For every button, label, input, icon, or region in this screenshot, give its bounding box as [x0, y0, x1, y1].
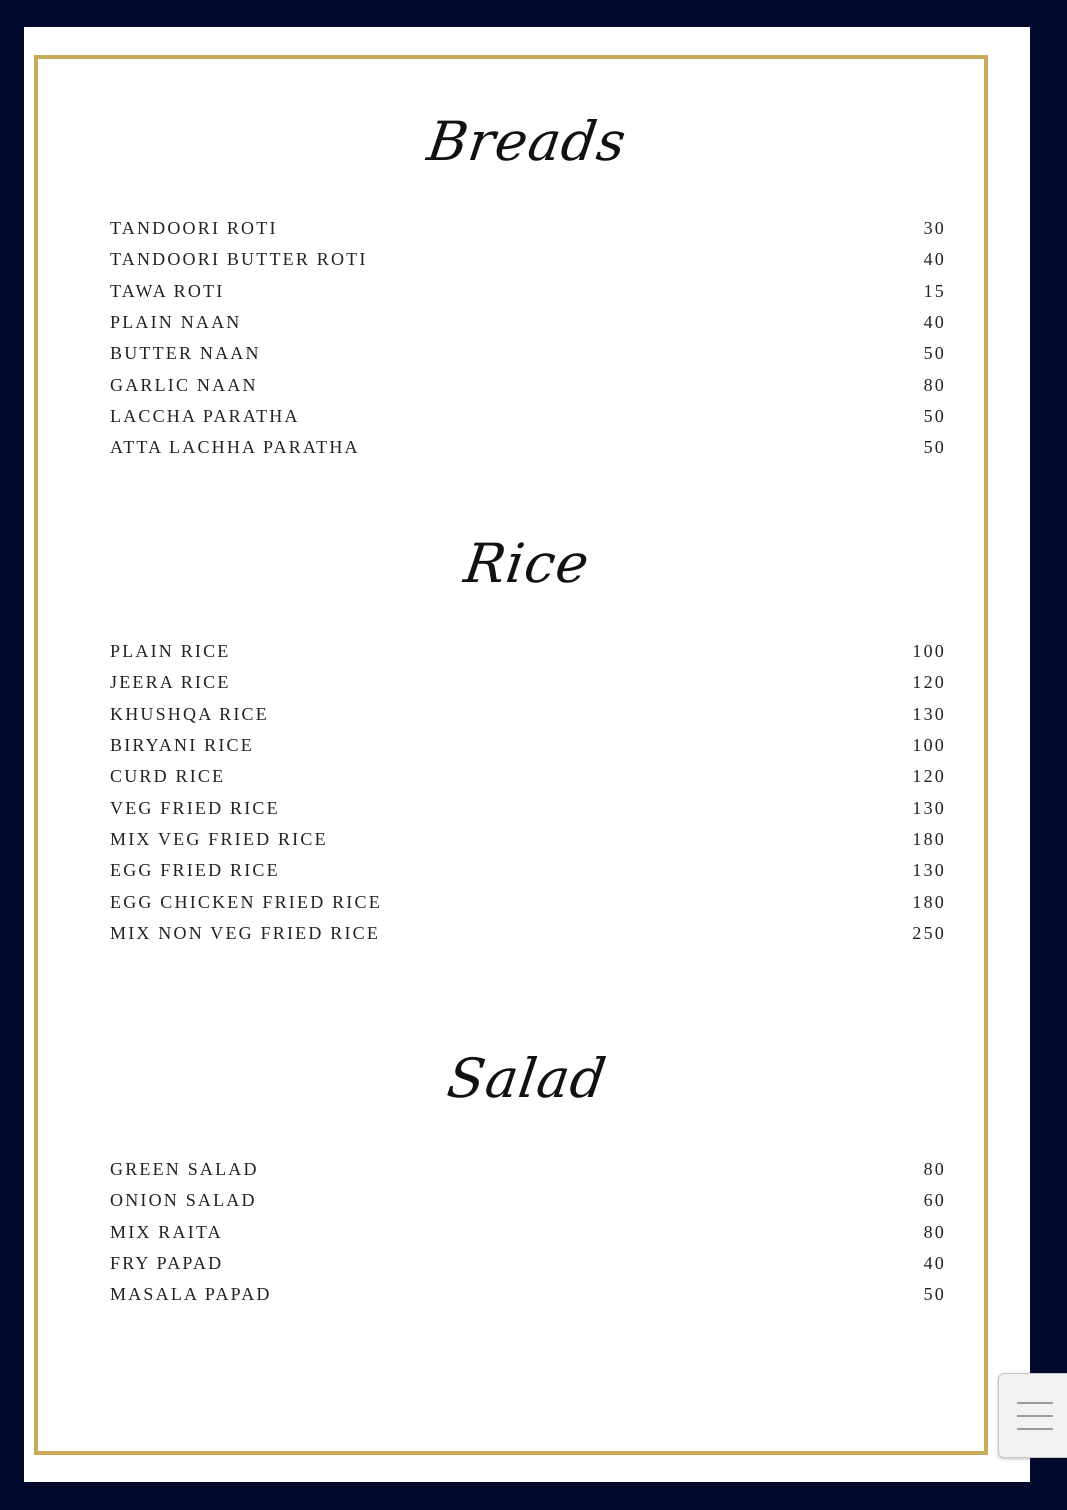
item-price: 50 — [923, 1284, 946, 1305]
item-price: 100 — [912, 641, 946, 662]
section-title: Breads — [423, 110, 631, 173]
list-item — [110, 1217, 946, 1248]
list-item — [110, 1185, 946, 1216]
item-name: VEG FRIED RICE — [110, 797, 280, 818]
item-name: TANDOORI ROTI — [110, 218, 278, 239]
item-price: 15 — [923, 280, 946, 301]
list-item — [110, 401, 946, 432]
item-price: 40 — [923, 1253, 946, 1274]
list-item — [110, 338, 946, 369]
item-name: LACCHA PARATHA — [110, 405, 300, 426]
list-item — [110, 824, 946, 855]
item-price: 80 — [923, 1159, 946, 1180]
item-price: 180 — [912, 891, 946, 912]
list-item — [110, 1279, 946, 1310]
item-name: MASALA PAPAD — [110, 1284, 272, 1305]
item-price: 100 — [912, 735, 946, 756]
list-item — [110, 792, 946, 823]
item-name: PLAIN RICE — [110, 641, 231, 662]
list-item — [110, 307, 946, 338]
menu-toggle-button[interactable] — [998, 1373, 1067, 1458]
item-list — [110, 636, 946, 949]
item-name: PLAIN NAAN — [110, 312, 242, 333]
section-title: Rice — [460, 532, 594, 595]
item-name: MIX RAITA — [110, 1221, 223, 1242]
list-item — [110, 886, 946, 917]
item-name: EGG CHICKEN FRIED RICE — [110, 891, 382, 912]
item-name: BIRYANI RICE — [110, 735, 254, 756]
section-title: Salad — [443, 1047, 611, 1110]
list-item — [110, 855, 946, 886]
list-item — [110, 432, 946, 463]
item-name: GARLIC NAAN — [110, 374, 258, 395]
item-name: FRY PAPAD — [110, 1253, 224, 1274]
list-item — [110, 918, 946, 949]
menu-page — [24, 27, 1030, 1482]
item-price: 120 — [912, 672, 946, 693]
list-item — [110, 699, 946, 730]
item-name: BUTTER NAAN — [110, 343, 261, 364]
list-item — [110, 761, 946, 792]
item-price: 80 — [923, 374, 946, 395]
item-price: 50 — [923, 437, 946, 458]
list-item — [110, 636, 946, 667]
item-list — [110, 1154, 946, 1310]
item-name: CURD RICE — [110, 766, 226, 787]
item-name: GREEN SALAD — [110, 1159, 259, 1180]
item-price: 130 — [912, 860, 946, 881]
item-price: 30 — [923, 218, 946, 239]
list-item — [110, 730, 946, 761]
item-name: MIX NON VEG FRIED RICE — [110, 922, 381, 943]
list-item — [110, 244, 946, 275]
item-price: 80 — [923, 1221, 946, 1242]
item-name: JEERA RICE — [110, 672, 231, 693]
item-price: 40 — [923, 249, 946, 270]
item-name: TANDOORI BUTTER ROTI — [110, 249, 368, 270]
item-price: 60 — [923, 1190, 946, 1211]
list-item — [110, 276, 946, 307]
item-name: MIX VEG FRIED RICE — [110, 828, 328, 849]
item-list — [110, 213, 946, 463]
item-price: 130 — [912, 703, 946, 724]
item-price: 50 — [923, 343, 946, 364]
list-item — [110, 369, 946, 400]
item-price: 50 — [923, 405, 946, 426]
list-item — [110, 667, 946, 698]
list-item — [110, 1154, 946, 1185]
list-item — [110, 213, 946, 244]
item-name: KHUSHQA RICE — [110, 703, 269, 724]
item-price: 130 — [912, 797, 946, 818]
item-price: 40 — [923, 312, 946, 333]
item-name: ONION SALAD — [110, 1190, 257, 1211]
item-name: EGG FRIED RICE — [110, 860, 280, 881]
item-price: 180 — [912, 828, 946, 849]
item-price: 120 — [912, 766, 946, 787]
list-item — [110, 1248, 946, 1279]
item-name: ATTA LACHHA PARATHA — [110, 437, 360, 458]
item-name: TAWA ROTI — [110, 280, 225, 301]
item-price: 250 — [912, 922, 946, 943]
